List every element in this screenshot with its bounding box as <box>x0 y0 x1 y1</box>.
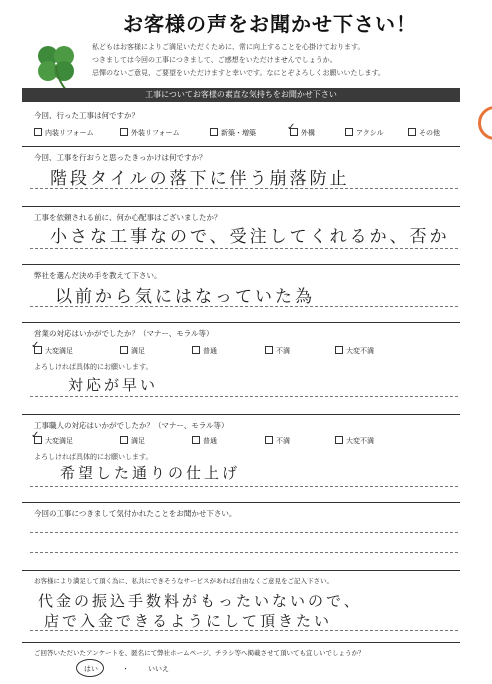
q6-detail-prompt: よろしければ具体的にお願いします。 <box>34 453 153 461</box>
q6-option-dissatisfied[interactable]: 不満 <box>265 436 290 446</box>
q1-option-exterior-works[interactable]: 外構 <box>290 128 315 138</box>
q4-question: 弊社を選んだ決め手を教えて下さい。 <box>34 271 162 280</box>
q5-option-neutral[interactable]: 普通 <box>192 346 217 356</box>
q6-question: 工事職人の対応はいかがでしたか？（マナー、モラル等） <box>34 421 229 430</box>
q4-answer: 以前から気にはなっていた為 <box>55 287 315 307</box>
q1-option-exterior[interactable]: 外装リフォーム <box>120 128 180 138</box>
q3-question: 工事を依頼される前に、何か心配事はございましたか？ <box>34 213 222 222</box>
page-title: お客様の声をお聞かせ下さい！ <box>123 12 417 36</box>
q8-question: お客様により満足して頂く為に、私共にできそうなサービスがあれば自由なくご意見をご記入下さい。 <box>34 577 333 585</box>
q5-checkmark: ✓ <box>31 340 40 351</box>
q5-detail-prompt: よろしければ具体的にお願いします。 <box>34 363 153 371</box>
q1-checkmark: ✓ <box>287 122 296 133</box>
q9-option-no[interactable]: いいえ <box>148 665 169 673</box>
q5-answer: 対応が早い <box>68 376 159 394</box>
q5-option-satisfied[interactable]: 満足 <box>120 346 145 356</box>
q5-option-dissatisfied[interactable]: 不満 <box>265 346 290 356</box>
q6-checkmark: ✓ <box>31 430 40 441</box>
q5-question: 営業の対応はいかがでしたか？（マナー、モラル等） <box>34 329 214 338</box>
q1-question: 今回、行った工事は何ですか？ <box>34 111 139 120</box>
q6-option-very-satisfied[interactable]: 大変満足 <box>34 436 73 446</box>
q1-option-interior[interactable]: 内装リフォーム <box>34 128 94 138</box>
intro-line-3: 忌憚のないご意見、ご要望をいただけますと幸いです。なにとぞよろしくお願いいたします。 <box>92 69 385 77</box>
q8-answer-line-2: 店で入金できるようにして頂きたい <box>44 612 333 630</box>
q9-option-yes[interactable]: はい <box>84 665 98 673</box>
intro-line-1: 私どもはお客様によりご満足いただくために、常に向上することを心掛けております。 <box>92 43 365 51</box>
q3-answer: 小さな工事なので、受注してくれるか、否か <box>50 227 450 247</box>
q5-option-very-dissatisfied[interactable]: 大変不満 <box>335 346 374 356</box>
q6-answer: 希望した通りの仕上げ <box>60 464 241 482</box>
q9-yes-circle <box>76 659 104 677</box>
q6-option-satisfied[interactable]: 満足 <box>120 436 145 446</box>
clover-icon <box>28 38 84 94</box>
q6-option-neutral[interactable]: 普通 <box>192 436 217 446</box>
q1-option-acsil[interactable]: アクシル <box>345 128 384 138</box>
q7-question: 今回の工事につきまして気付かれたことをお聞かせ下さい。 <box>34 509 237 518</box>
q6-option-very-dissatisfied[interactable]: 大変不満 <box>335 436 374 446</box>
q5-option-very-satisfied[interactable]: 大変満足 <box>34 346 73 356</box>
q1-option-newbuild[interactable]: 新築・増築 <box>210 128 256 138</box>
q2-question: 今回、工事を行おうと思ったきっかけは何ですか？ <box>34 153 207 162</box>
q8-answer-line-1: 代金の振込手数料がもったいないので、 <box>38 592 362 610</box>
q1-option-other[interactable]: その他 <box>408 128 440 138</box>
q9-question: ご回答いただいたアンケートを、匿名にて弊社ホームページ、チラシ等へ掲載させて頂いても宜しいでしょうか？ <box>34 649 365 657</box>
intro-line-2: つきましては今回の工事につきまして、ご感想をいただけませんでしょうか。 <box>92 56 337 64</box>
side-badge-icon <box>478 106 492 140</box>
q2-answer: 階段タイルの落下に伴う崩落防止 <box>50 169 350 189</box>
q9-separator: ・ <box>122 665 129 673</box>
section-banner: 工事についてお客様の素直な気持ちをお聞かせ下さい <box>22 88 460 102</box>
